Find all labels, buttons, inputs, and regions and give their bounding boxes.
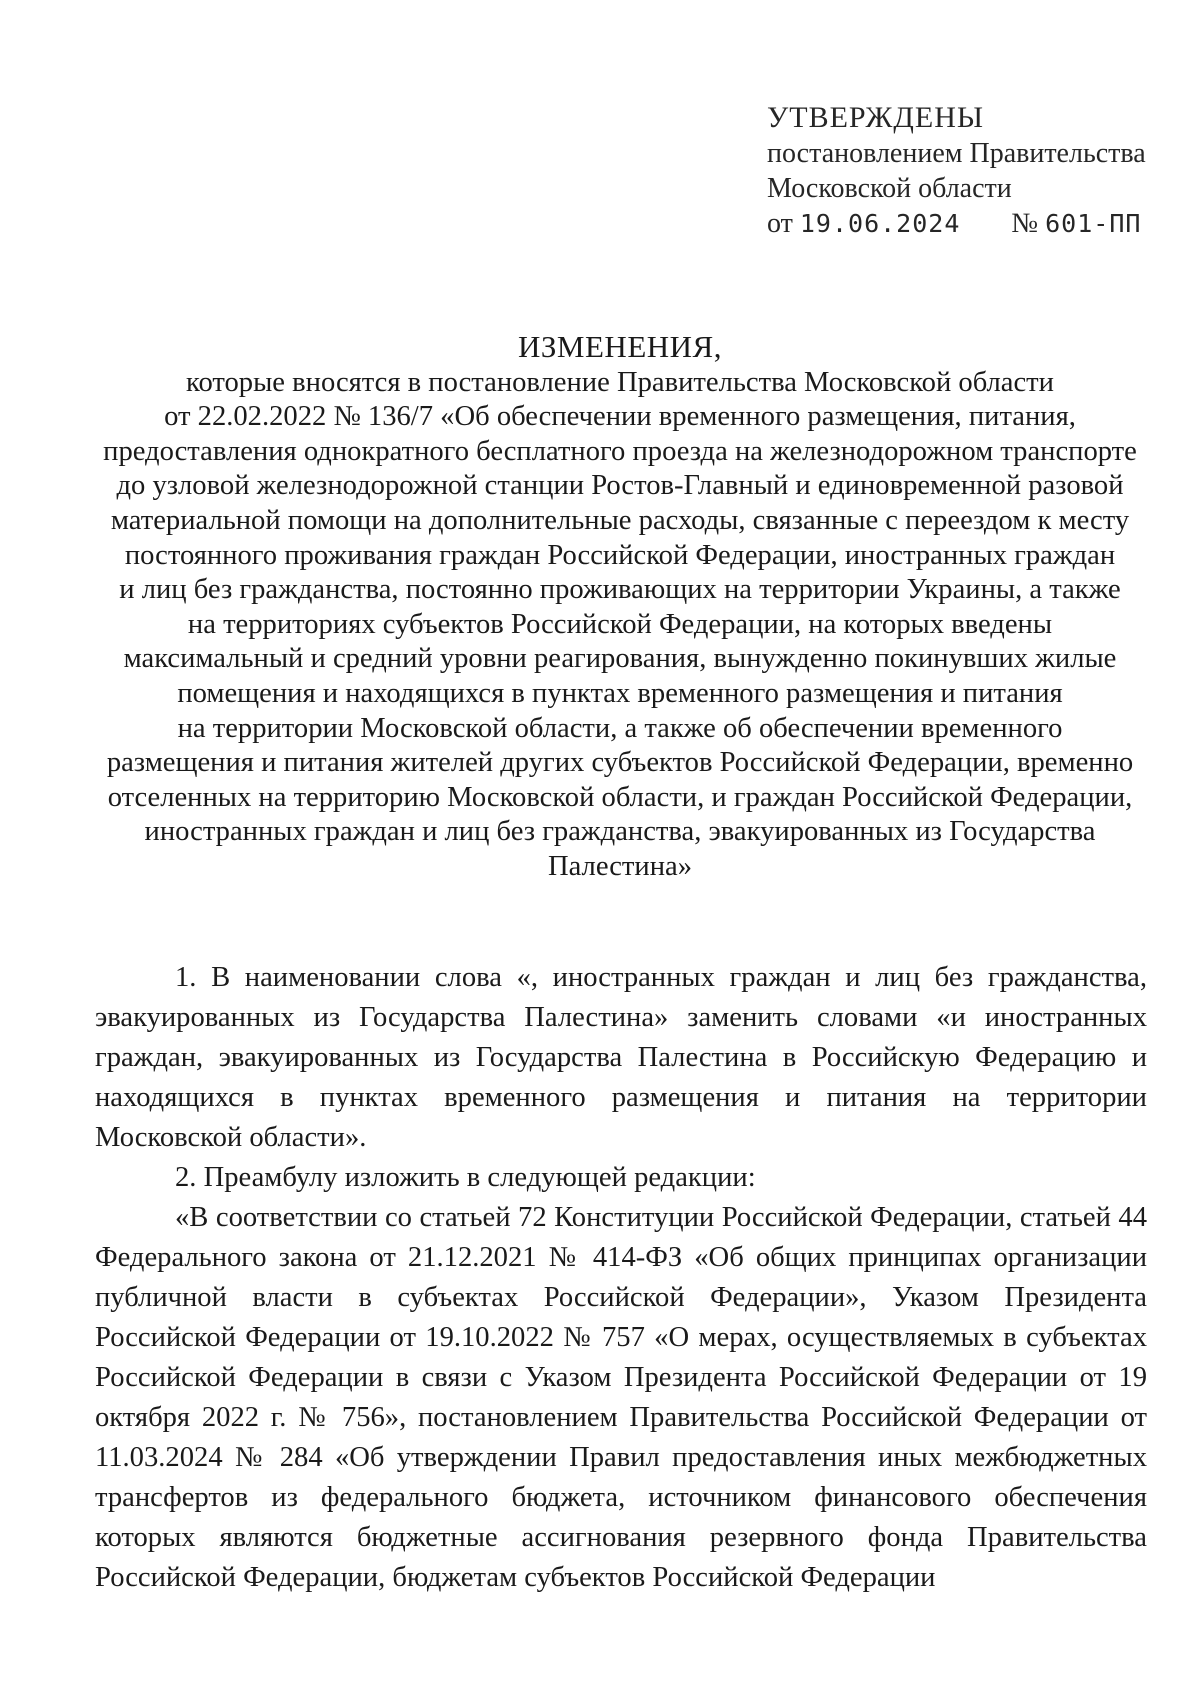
title-line: размещения и питания жителей других субъектов Российской Федерации, временно: [106, 747, 1134, 779]
title-line: до узловой железнодорожной станции Ростов-Главный и единовременной разовой: [116, 470, 1124, 502]
date-prefix: от: [767, 208, 793, 239]
approval-line-2: Московской области: [767, 173, 1012, 204]
document-title: ИЗМЕНЕНИЯ,: [518, 329, 722, 364]
title-line: от 22.02.2022 № 136/7 «Об обеспечении временного размещения, питания,: [164, 401, 1076, 433]
title-line: постоянного проживания граждан Российской Федерации, иностранных граждан: [124, 539, 1116, 571]
title-line: и лиц без гражданства, постоянно проживающих на территории Украины, а также: [119, 574, 1121, 606]
title-line: иностранных граждан и лиц без гражданства, эвакуированных из Государства: [144, 816, 1096, 848]
document-title-block: [95, 330, 1145, 885]
approval-line-1: постановлением Правительства: [767, 138, 1146, 169]
title-line: материальной помощи на дополнительные расходы, связанные с переездом к месту: [110, 504, 1130, 536]
paragraph-2: 2. Преамбулу изложить в следующей редакции:: [175, 1162, 756, 1193]
document-body: [95, 958, 1147, 1598]
approval-number: 601-ПП: [1045, 209, 1142, 238]
title-line: Палестина»: [547, 850, 693, 882]
title-line: предоставления однократного бесплатного проезда на железнодорожном транспорте: [103, 435, 1137, 467]
number-label: №: [1011, 208, 1039, 239]
approval-date: 19.06.2024: [799, 209, 961, 238]
approval-heading: УТВЕРЖДЕНЫ: [767, 101, 985, 134]
title-line: отселенных на территорию Московской области, и граждан Российской Федерации,: [107, 781, 1133, 813]
title-line: максимальный и средний уровни реагирования, вынужденно покинувших жилые: [123, 643, 1117, 675]
title-line: на территориях субъектов Российской Федерации, на которых введены: [187, 608, 1053, 640]
title-line: которые вносятся в постановление Правительства Московской области: [186, 366, 1054, 398]
paragraph-1: 1. В наименовании слова «, иностранных граждан и лиц без гражданства, эвакуированных из Государства Палестина» заменить словами «и иностранных граждан, эвакуированных из Государства Палестина в Российскую Федерацию и находящихся в пунктах временного размещения и питания на территории Московской области».: [95, 962, 1147, 1153]
title-line: на территории Московской области, а также об обеспечении временного: [177, 712, 1063, 744]
title-line: помещения и находящихся в пунктах временного размещения и питания: [177, 677, 1063, 709]
paragraph-3: «В соответствии со статьей 72 Конституции Российской Федерации, статьей 44 Федерального закона от 21.12.2021 № 414-ФЗ «Об общих принципах организации публичной власти в субъектах Российской Федерации», Указом Президента Российской Федерации от 19.10.2022 № 757 «О мерах, осуществляемых в субъектах Российской Федерации в связи с Указом Президента Российской Федерации от 19 октября 2022 г. № 756», постановлением Правительства Российской Федерации от 11.03.2024 № 284 «Об утверждении Правил предоставления иных межбюджетных трансфертов из федерального бюджета, источником финансового обеспечения которых являются бюджетные ассигнования резервного фонда Правительства Российской Федерации, бюджетам субъектов Российской Федерации: [95, 1202, 1147, 1593]
approval-block: [767, 100, 1177, 241]
approval-date-line: [767, 206, 1177, 241]
